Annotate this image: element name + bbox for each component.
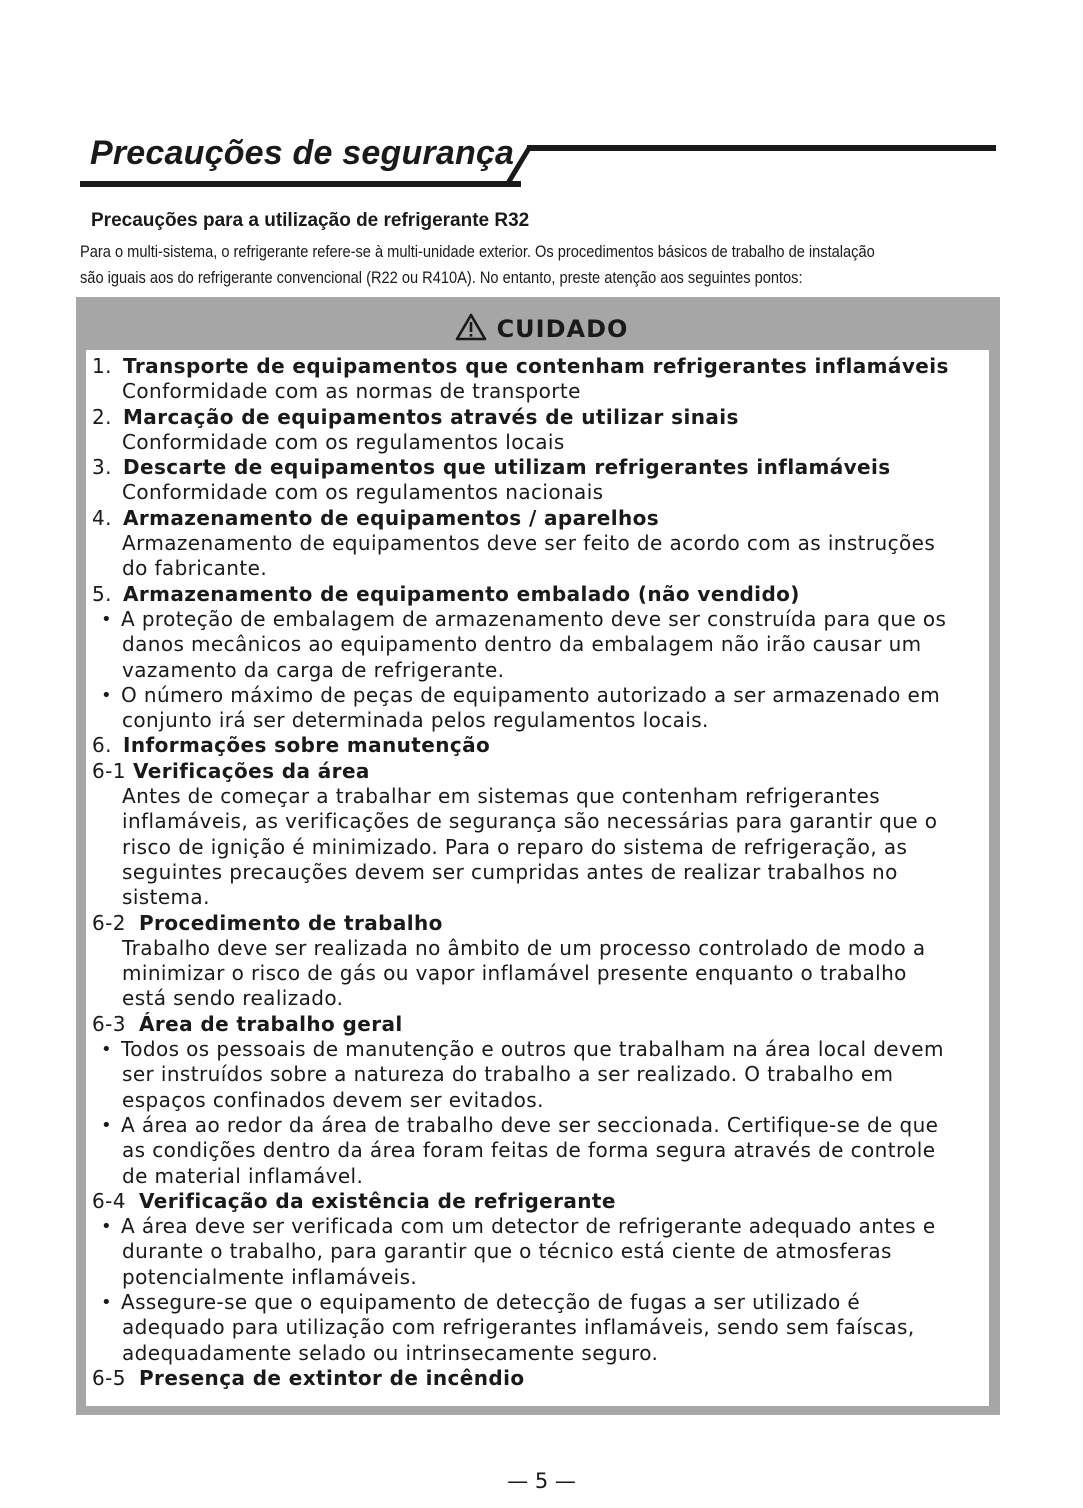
list-item	[92, 582, 992, 607]
item-text: adequado para utilização com refrigerantes inflamáveis, sendo sem faíscas,	[122, 1315, 915, 1340]
item-heading: Área de trabalho geral	[139, 1011, 403, 1036]
sub-item	[92, 911, 992, 936]
list-item	[92, 405, 992, 430]
intro-line: Para o multi-sistema, o refrigerante refere-se à multi-unidade exterior. Os procedimentos básicos de trabalho de instalação	[80, 242, 875, 261]
intro-line: são iguais aos do refrigerante convencional (R22 ou R410A). No entanto, preste atenção aos seguintes pontos:	[80, 268, 803, 287]
sub-item	[92, 1189, 992, 1214]
page-number: — 5 —	[507, 1469, 576, 1493]
item-text: vazamento da carga de refrigerante.	[122, 657, 505, 682]
item-number: 6-5	[92, 1365, 126, 1390]
item-text: espaços confinados devem ser evitados.	[122, 1087, 544, 1112]
title-overline	[527, 145, 996, 151]
item-number: 6.	[92, 733, 112, 758]
bullet-icon: •	[101, 608, 113, 630]
item-heading: Verificações da área	[133, 758, 370, 783]
list-item	[92, 506, 992, 531]
title-underline	[80, 181, 521, 187]
item-heading: Verificação da existência de refrigerante	[139, 1188, 616, 1213]
item-text: risco de ignição é minimizado. Para o reparo do sistema de refrigeração, as	[122, 834, 908, 859]
item-text: seguintes precauções devem ser cumpridas antes de realizar trabalhos no	[122, 859, 898, 884]
item-number: 5.	[92, 581, 112, 606]
bullet-icon: •	[101, 1216, 113, 1238]
sub-item	[92, 1366, 992, 1391]
item-number: 3.	[92, 455, 112, 480]
warning-triangle-icon	[455, 313, 487, 341]
bullet-icon: •	[101, 1039, 113, 1061]
item-text: adequadamente selado ou intrinsecamente seguro.	[122, 1340, 659, 1365]
item-heading: Informações sobre manutenção	[123, 733, 491, 758]
item-number: 6-2	[92, 910, 126, 935]
item-heading: Transporte de equipamentos que contenham refrigerantes inflamáveis	[123, 354, 949, 378]
item-text: Conformidade com os regulamentos nacionais	[122, 480, 604, 505]
bullet-icon: •	[101, 1291, 113, 1313]
item-text: potencialmente inflamáveis.	[122, 1264, 418, 1289]
item-text: ser instruídos sobre a natureza do trabalho a ser realizado. O trabalho em	[122, 1062, 894, 1087]
item-text: Trabalho deve ser realizada no âmbito de um processo controlado de modo a	[122, 935, 926, 960]
item-text: Conformidade com os regulamentos locais	[122, 429, 565, 454]
item-text: está sendo realizado.	[122, 986, 344, 1011]
item-text: minimizar o risco de gás ou vapor inflamável presente enquanto o trabalho	[122, 961, 907, 986]
bullet-item: • Todos os pessoais de manutenção e outros que trabalham na área local devem	[101, 1037, 944, 1062]
caution-header	[0, 313, 1083, 343]
section-subtitle: Precauções para a utilização de refrigerante R32	[91, 210, 530, 231]
item-number: 6-1	[92, 758, 126, 783]
item-text: Antes de começar a trabalhar em sistemas que contenham refrigerantes	[122, 784, 881, 809]
item-text: durante o trabalho, para garantir que o técnico está ciente de atmosferas	[122, 1239, 892, 1264]
page-title: Precauções de segurança	[90, 134, 515, 172]
intro-paragraph	[80, 239, 1009, 291]
item-text: as condições dentro da área foram feitas de forma segura através de controle	[122, 1138, 936, 1163]
list-item	[92, 354, 992, 379]
bullet-item: • A área deve ser verificada com um detector de refrigerante adequado antes e	[101, 1214, 936, 1239]
item-text: sistema.	[122, 885, 210, 910]
item-number: 6-3	[92, 1011, 126, 1036]
caution-content	[92, 354, 992, 1391]
item-text: Conformidade com as normas de transporte	[122, 379, 581, 404]
item-heading: Marcação de equipamentos através de utilizar sinais	[123, 404, 739, 429]
bullet-icon: •	[101, 1114, 113, 1136]
item-number: 6-4	[92, 1188, 126, 1213]
item-text: Armazenamento de equipamentos deve ser feito de acordo com as instruções	[122, 531, 936, 556]
item-text: de material inflamável.	[122, 1163, 364, 1188]
item-number: 2.	[92, 404, 112, 429]
caution-label: CUIDADO	[496, 315, 629, 343]
item-heading: Armazenamento de equipamentos / aparelhos	[123, 505, 660, 530]
item-text: danos mecânicos ao equipamento dentro da embalagem não irão causar um	[122, 632, 922, 657]
list-item	[92, 455, 992, 480]
sub-item	[92, 759, 992, 784]
item-heading: Presença de extintor de incêndio	[139, 1365, 525, 1390]
item-number: 4.	[92, 505, 112, 530]
bullet-icon: •	[101, 684, 113, 706]
bullet-item: • A proteção de embalagem de armazenamento deve ser construída para que os	[101, 606, 947, 631]
item-heading: Armazenamento de equipamento embalado (não vendido)	[123, 581, 800, 606]
bullet-item: • O número máximo de peças de equipamento autorizado a ser armazenado em	[101, 682, 941, 707]
sub-item	[92, 1012, 992, 1037]
item-text: conjunto irá ser determinada pelos regulamentos locais.	[122, 708, 709, 733]
item-text: do fabricante.	[122, 556, 268, 581]
item-heading: Descarte de equipamentos que utilizam refrigerantes inflamáveis	[123, 455, 891, 480]
bullet-item: • Assegure-se que o equipamento de detecção de fugas a ser utilizado é	[101, 1289, 861, 1314]
item-text: inflamáveis, as verificações de segurança são necessárias para garantir que o	[122, 809, 938, 834]
list-item	[92, 733, 992, 758]
item-heading: Procedimento de trabalho	[139, 910, 443, 935]
item-number: 1.	[92, 354, 112, 378]
bullet-item: • A área ao redor da área de trabalho deve ser seccionada. Certifique-se de que	[101, 1112, 939, 1137]
